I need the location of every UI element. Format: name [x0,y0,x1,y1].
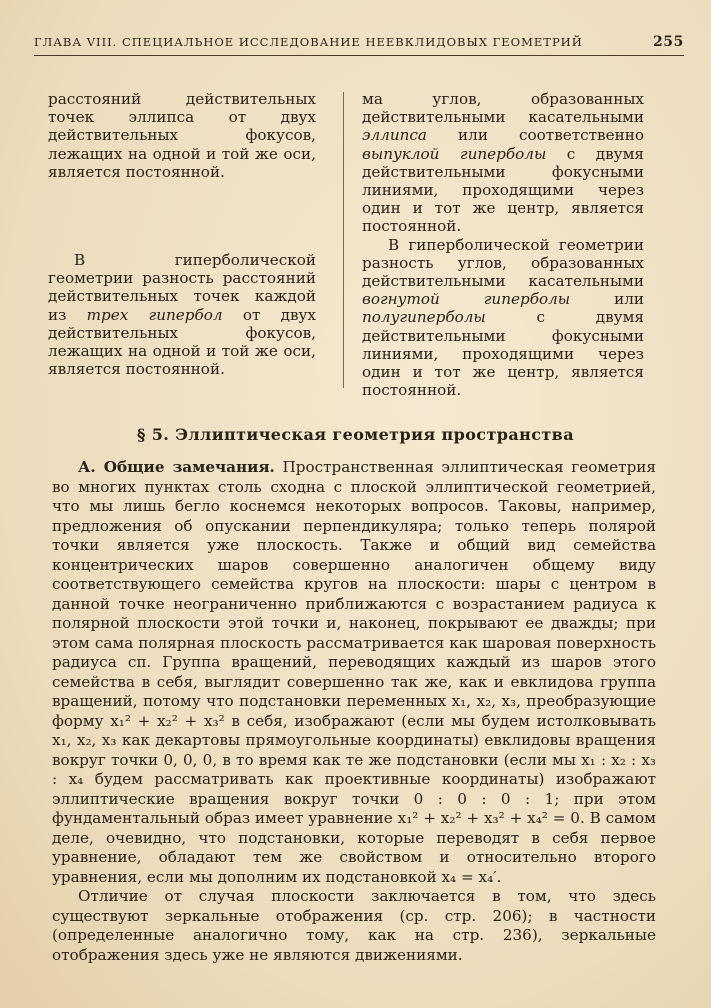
left-p2-emphasis: трех гипербол [86,305,223,324]
subsection-label: А. Общие замечания. [78,458,275,476]
right-p2-c: с двумя действительными фокусными линиями, проходящими через один и тот же центр, является постоянной. [362,308,644,400]
right-p2-b: или [570,290,644,309]
column-divider [343,92,344,388]
left-p2-start: В гиперболической геометрии разность расстояний действительных точек каждой из [48,251,316,324]
right-p1-c: с двумя действительными фокусными линиями, проходящими через один и тот же центр, является постоянной. [362,144,644,236]
right-p1-em2: выпуклой гиперболы [362,144,547,163]
section-body [52,458,656,965]
page-number: 255 [652,34,684,50]
body-paragraph-2: Отличие от случая плоскости заключается в том, что здесь существуют зеркальные отображения (ср. стр. 206); в частности (определенные аналогично тому, как на стр. 236), зеркальные отображения здесь уже не являются движениями. [52,887,656,964]
right-p2-a: В гиперболической геометрии разность углов, образованных действительными касательными [362,235,644,291]
chapter-title: ГЛАВА VIII. СПЕЦИАЛЬНОЕ ИССЛЕДОВАНИЕ НЕЕВКЛИДОВЫХ ГЕОМЕТРИЙ [34,35,583,49]
right-p2-em1: вогнутой гиперболы [362,290,571,309]
left-p2-end: от двух действительных фокусов, лежащих на одной и той же оси, является постоянной. [48,305,317,379]
left-paragraph-1: расстояний действительных точек эллипса от двух действительных фокусов, лежащих на одной и той же оси, является постоянной. [48,90,316,181]
right-column [362,90,644,399]
right-p2-em2: полугиперболы [362,308,486,327]
right-p1-em1: эллипса [362,126,427,145]
right-paragraph-1 [362,90,644,236]
section-heading: § 5. Эллиптическая геометрия пространства [137,425,574,444]
left-column [48,90,316,378]
right-paragraph-2 [362,236,644,400]
left-paragraph-2 [48,251,316,378]
running-header [34,34,684,56]
right-p1-a: ма углов, образованных действительными касательными [362,90,644,127]
body-p1-text: Пространственная эллиптическая геометрия во многих пунктах столь сходна с плоской эллиптической геометрией, что мы лишь бегло коснемся некоторых вопросов. Таковы, например, предложения об опускании перпендикуляра; только теперь полярой точки является уже плоскость. Также и общий вид семейства концентрических шаров совершенно аналогичен общему виду соответствующего семейства кругов на плоскости: шары с центром в данной точке неограниченно приближаются с возрастанием радиуса к полярной плоскости этой точки и, наконец, покрывают ее дважды; при этом сама полярная плоскость рассматривается как шаровая поверхность радиуса cπ. Группа вращений, переводящих каждый из шаров этого семейства в себя, выглядит совершенно так же, как и евклидова группа вращений, потому что подстановки переменных x₁, x₂, x₃, преобразующие форму x₁² + x₂² + x₃² в себя, изображают (если мы будем истолковывать x₁, x₂, x₃ как декартовы прямоугольные координаты) евклидовы вращения вокруг точки 0, 0, 0, в то время как те же подстановки (если мы x₁ : x₂ : x₃ : x₄ будем рассматривать как проективные координаты) изображают эллиптические вращения вокруг точки 0 : 0 : 0 : 1; при этом фундаментальный образ имеет уравнение x₁² + x₂² + x₃² + x₄² = 0. В самом деле, очевидно, что подстановки, которые переводят в себя первое уравнение, обладают тем же свойством и относительно второго уравнения, если мы дополним их подстановкой x₄ = x₄′. [52,458,656,886]
body-paragraph-1 [52,458,656,887]
right-p1-b: или соответственно [426,126,644,145]
